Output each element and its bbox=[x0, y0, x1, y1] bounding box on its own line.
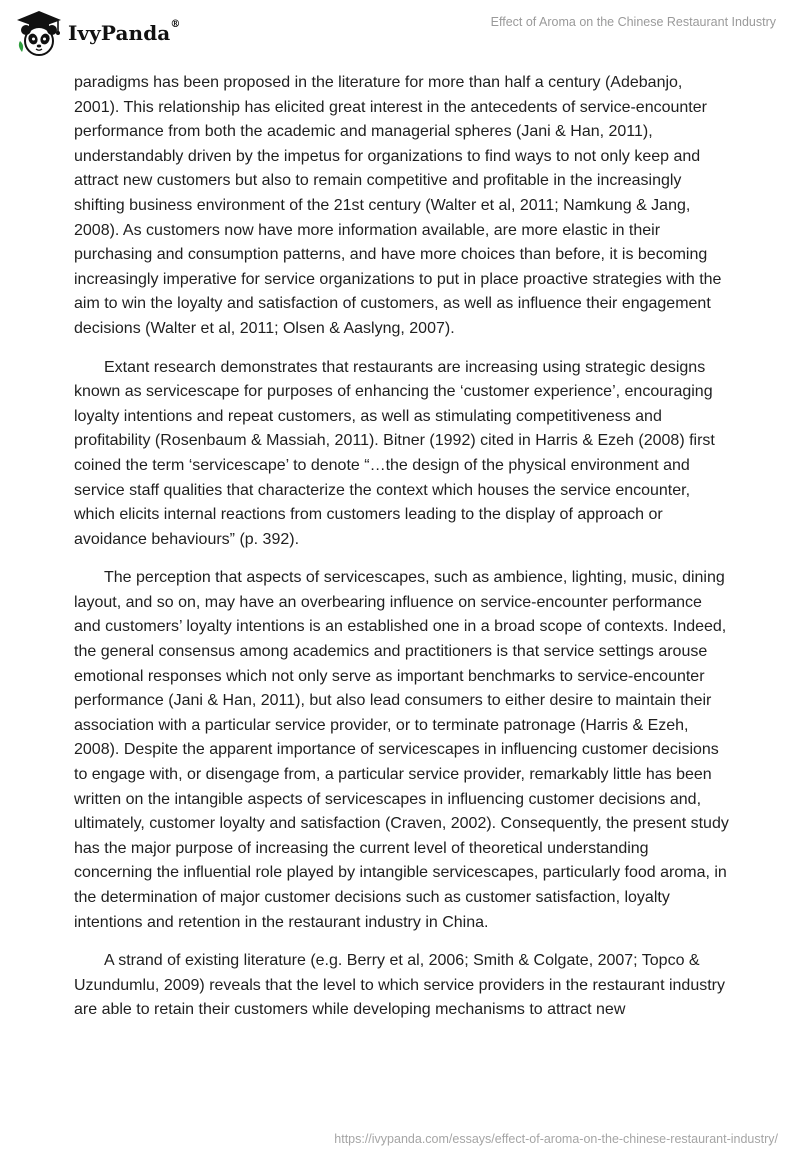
source-url[interactable]: https://ivypanda.com/essays/effect-of-aroma-on-the-chinese-restaurant-industry/ bbox=[334, 1132, 778, 1146]
brand-logo[interactable] bbox=[14, 6, 180, 60]
registered-mark: ® bbox=[170, 19, 181, 30]
paragraph-1: paradigms has been proposed in the literature for more than half a century (Adebanjo, 2001). This relationship has elicited great interest in the antecedents of service-encounter performance from both the academic and managerial spheres (Jani & Han, 2011), understandably driven by the impetus for organizations to find ways to not only keep and attract new customers but also to remain competitive and profitable in the increasingly shifting business environment of the 21st century (Walter et al, 2011; Namkung & Jang, 2008). As customers now have more information available, are more elastic in their purchasing and consumption patterns, and have more choices than before, it is becoming increasingly imperative for service organizations to put in place proactive strategies with the aim to win the loyalty and satisfaction of customers, as well as influence their engagement decisions (Walter et al, 2011; Olsen & Aaslyng, 2007). bbox=[74, 74, 722, 337]
paragraph-3: The perception that aspects of servicescapes, such as ambience, lighting, music, dining layout, and so on, may have an overbearing influence on service-encounter performance and customers’ loyalty intentions is an established one in a broad scope of contexts. Indeed, the general consensus among academics and practitioners is that service settings arouse emotional responses which not only serve as important benchmarks to service-encounter performance (Jani & Han, 2011), but also lead consumers to either desire to maintain their association with a particular service provider, or to terminate patronage (Harris & Ezeh, 2008). Despite the apparent importance of servicescapes in influencing customer decisions to engage with, or disengage from, a particular service provider, remarkably little has been written on the intangible aspects of servicescapes in influencing customer decisions and, ultimately, customer loyalty and satisfaction (Craven, 2002). Consequently, the present study has the major purpose of increasing the current level of theoretical understanding concerning the influential role played by intangible servicescapes, particularly food aroma, in the determination of major customer decisions such as customer satisfaction, loyalty intentions and retention in the restaurant industry in China. bbox=[74, 569, 729, 931]
document-title: Effect of Aroma on the Chinese Restaurant Industry bbox=[490, 15, 776, 29]
brand-name: IvyPanda® bbox=[68, 19, 181, 45]
paragraph-2: Extant research demonstrates that restaurants are increasing using strategic designs known as servicescape for purposes of enhancing the ‘customer experience’, encouraging loyalty intentions and repeat customers, as well as stimulating competitiveness and profitability (Rosenbaum & Massiah, 2011). Bitner (1992) cited in Harris & Ezeh (2008) first coined the term ‘servicescape’ to denote “…the design of the physical environment and service staff qualities that characterize the context which houses the service encounter, which elicits internal reactions from customers leading to the display of approach or avoidance behaviours” (p. 392). bbox=[74, 358, 715, 548]
panda-graduation-icon bbox=[14, 8, 64, 58]
essay-body bbox=[74, 71, 730, 1037]
paragraph-4: A strand of existing literature (e.g. Berry et al, 2006; Smith & Colgate, 2007; Topco & Uzundumlu, 2009) reveals that the level to which service providers in the restaurant industry are able to retain their customers while developing mechanisms to attract new bbox=[74, 952, 725, 1019]
page-header bbox=[0, 0, 800, 70]
